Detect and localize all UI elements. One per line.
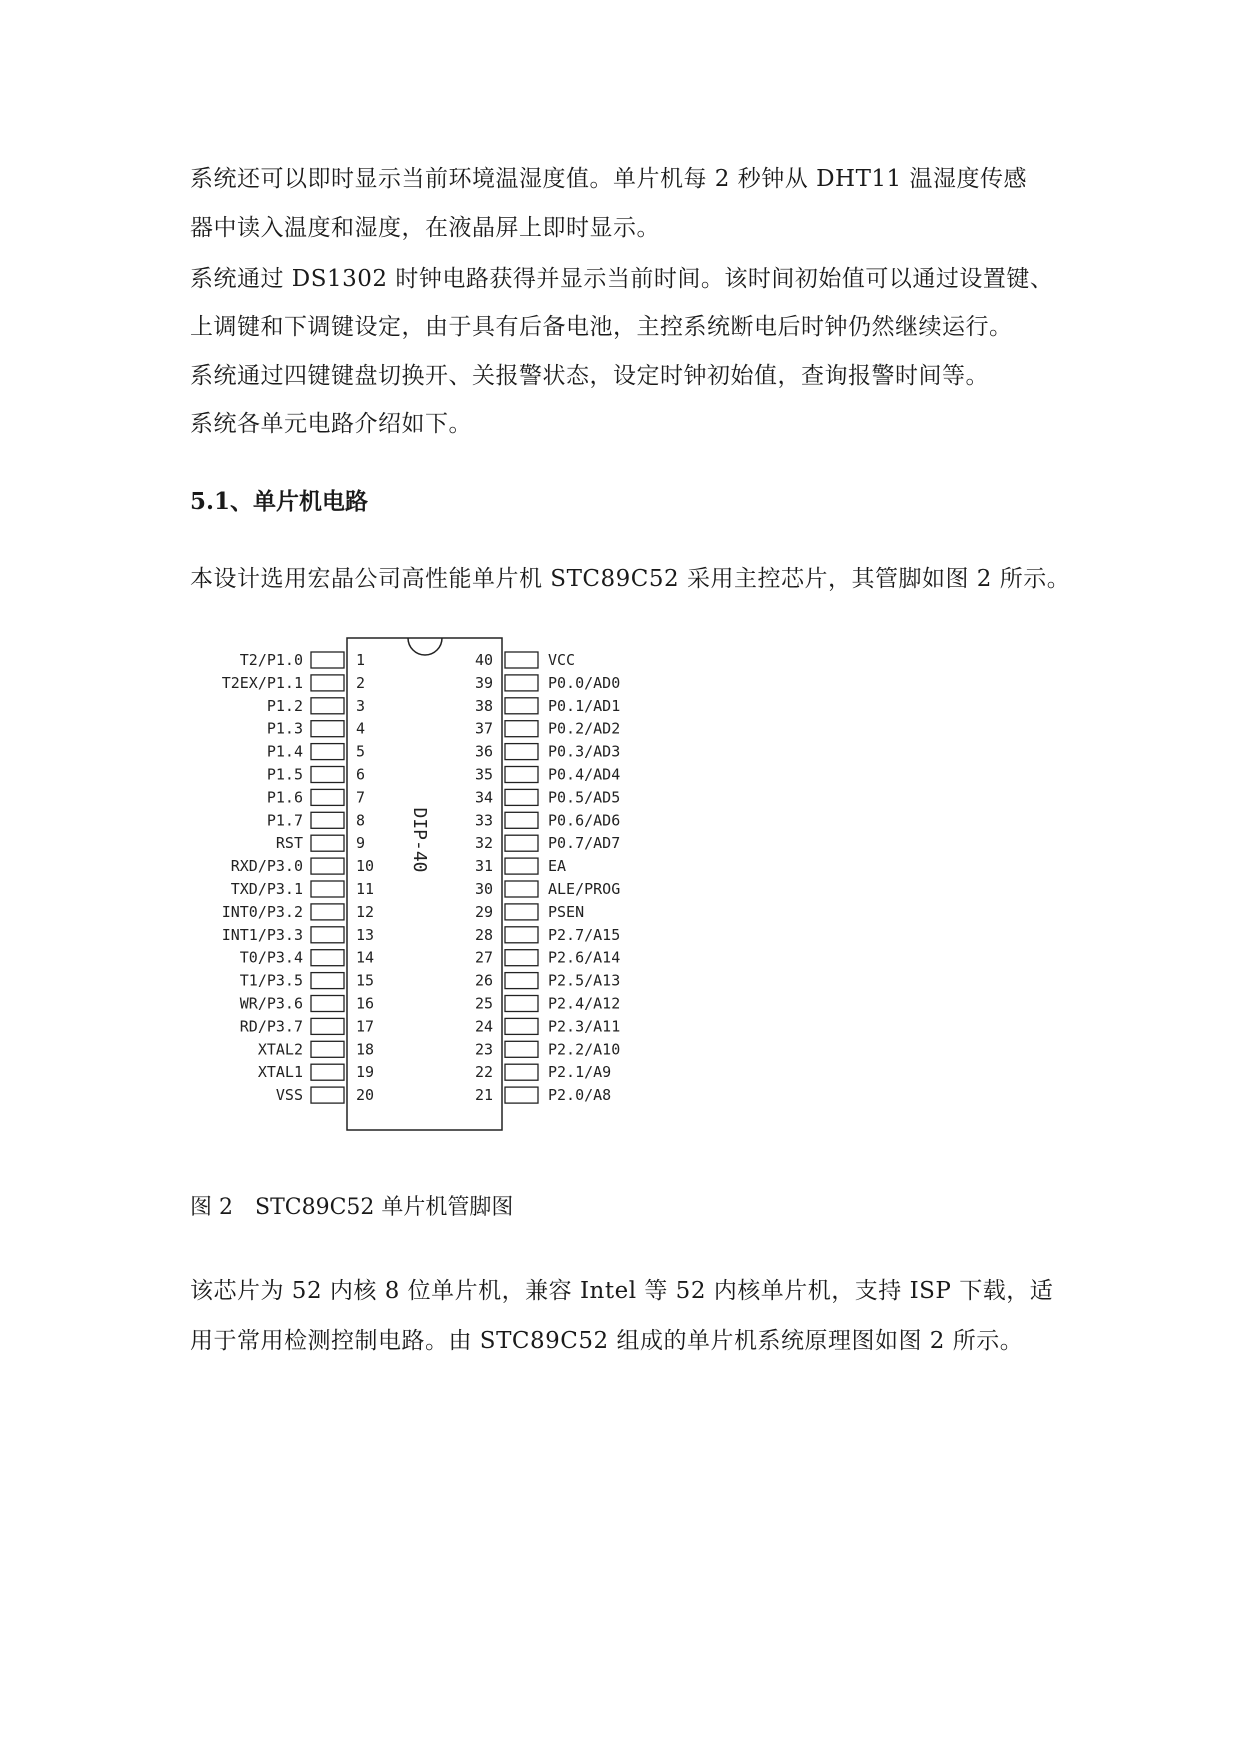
pin-box-right [505,927,538,943]
pin-box-right [505,721,538,737]
pin-box-left [311,927,344,943]
pin-box-left [311,698,344,714]
pin-label-right: P2.5/A13 [548,971,621,990]
pin-number-right: 30 [474,880,493,898]
paragraph-line-2: 器中读入温度和湿度，在液晶屏上即时显示。 [190,215,660,241]
pin-box-left [311,767,344,783]
pin-number-right: 35 [474,765,493,784]
caption-prefix: 图 2 [190,1195,233,1220]
paragraph-line-3: 系统通过 DS1302 时钟电路获得并显示当前时间。该时间初始值可以通过设置键、 [190,266,1054,292]
pin-box-right [505,767,538,783]
pin-label-left: WR/P3.6 [239,994,303,1013]
pin-box-left [311,881,344,897]
pin-number-right: 22 [474,1063,493,1082]
package-label: DIP-40 [409,807,430,873]
pin-label-right: P2.1/A9 [548,1063,612,1082]
pin-label-left: P1.2 [266,696,303,715]
pin-number-left: 10 [356,857,375,876]
pin-label-right: P0.3/AD3 [548,742,621,761]
figure-caption [190,1190,513,1221]
pin-number-left: 3 [356,696,366,715]
pin-box-right [505,1041,538,1057]
pin-label-left: P1.3 [266,719,303,738]
pin-label-right: P0.1/AD1 [548,696,621,715]
pin-box-right [505,789,538,805]
pin-label-right: P0.6/AD6 [548,811,621,830]
pin-number-left: 8 [356,811,366,830]
pin-box-right [505,996,538,1012]
pin-box-left [311,675,344,691]
pin-number-right: 39 [474,673,493,692]
pin-box-right [505,675,538,691]
section-heading: 5.1、单片机电路 [190,488,369,515]
pin-label-left: RXD/P3.0 [230,857,303,876]
paragraph-line-1: 系统还可以即时显示当前环境温湿度值。单片机每 2 秒钟从 DHT11 温湿度传感 [190,166,1027,192]
pin-number-right: 29 [474,902,493,921]
pin-box-left [311,858,344,874]
pin-number-right: 36 [474,742,493,761]
pin-label-right: P2.6/A14 [548,948,621,967]
pin-number-left: 14 [356,948,375,967]
pin-number-right: 24 [474,1017,493,1036]
pin-label-right: P2.3/A11 [548,1017,621,1036]
pin-box-right [505,858,538,874]
pin-number-right: 26 [474,971,493,990]
pin-label-right: P0.5/AD5 [548,788,621,807]
paragraph-line-4: 上调键和下调键设定，由于具有后备电池，主控系统断电后时钟仍然继续运行。 [190,314,1013,340]
pin-label-left: P1.6 [266,788,303,807]
pin-number-right: 33 [474,811,493,830]
chip-pinout-diagram [190,630,660,1140]
pin-label-left: T0/P3.4 [239,948,303,967]
pin-number-right: 32 [474,834,493,853]
pin-label-right: EA [548,857,567,876]
paragraph-bottom-1: 该芯片为 52 内核 8 位单片机，兼容 Intel 等 52 内核单片机，支持 ISP 下载，适 [190,1278,1054,1304]
paragraph-bottom-2: 用于常用检测控制电路。由 STC89C52 组成的单片机系统原理图如图 2 所示。 [190,1328,1024,1354]
pin-number-left: 4 [356,719,366,738]
pin-label-left: P1.4 [266,742,303,761]
pin-label-left: T2EX/P1.1 [221,673,303,692]
pin-number-left: 19 [356,1063,375,1082]
pin-label-left: XTAL1 [257,1063,303,1082]
pin-number-left: 13 [356,925,375,944]
pin-box-right [505,881,538,897]
pin-box-right [505,835,538,851]
pin-number-right: 23 [474,1040,493,1059]
pin-box-right [505,698,538,714]
pin-box-right [505,904,538,920]
pin-label-right: P0.0/AD0 [548,673,621,692]
pin-number-left: 17 [356,1017,375,1036]
pin-label-left: P1.5 [266,765,303,784]
pin-box-left [311,1064,344,1080]
pin-number-right: 34 [474,788,493,807]
pin-number-left: 15 [356,971,375,990]
pin-box-left [311,1041,344,1057]
pin-label-right: P2.2/A10 [548,1040,621,1059]
pin-label-right: VCC [548,651,576,669]
paragraph-line-6: 系统各单元电路介绍如下。 [190,411,472,437]
pin-number-left: 5 [356,742,366,761]
chip-notch [408,638,442,655]
pin-number-right: 25 [474,994,493,1013]
pin-box-right [505,950,538,966]
pin-label-left: VSS [275,1086,303,1105]
pin-box-left [311,950,344,966]
pin-box-left [311,812,344,828]
pin-label-right: ALE/PROG [548,880,621,898]
pin-number-right: 31 [474,857,493,876]
pin-label-left: P1.7 [266,811,303,830]
pin-box-right [505,1018,538,1034]
pin-number-left: 2 [356,673,366,692]
pin-box-left [311,996,344,1012]
pin-number-right: 37 [474,719,493,738]
pin-label-right: P0.2/AD2 [548,719,621,738]
paragraph-line-5: 系统通过四键键盘切换开、关报警状态，设定时钟初始值，查询报警时间等。 [190,363,989,389]
pin-box-right [505,1064,538,1080]
pin-label-right: P2.4/A12 [548,994,621,1013]
pin-label-right: P0.7/AD7 [548,834,621,853]
pin-label-left: TXD/P3.1 [230,880,303,898]
pin-label-left: RST [275,834,303,853]
pin-label-right: PSEN [548,902,585,921]
pin-box-left [311,904,344,920]
pin-label-left: T2/P1.0 [239,651,303,669]
pin-box-right [505,744,538,760]
pin-number-left: 9 [356,834,366,853]
pin-number-left: 18 [356,1040,375,1059]
pin-label-right: P2.0/A8 [548,1086,612,1105]
intro-paragraph: 本设计选用宏晶公司高性能单片机 STC89C52 采用主控芯片，其管脚如图 2 所示。 [190,566,1071,592]
pin-number-right: 40 [474,651,493,669]
pin-number-right: 27 [474,948,493,967]
pin-number-right: 28 [474,925,493,944]
pin-number-left: 12 [356,902,375,921]
pin-label-left: T1/P3.5 [239,971,303,990]
pin-box-right [505,1087,538,1103]
pin-number-left: 1 [356,651,366,669]
pin-number-left: 6 [356,765,366,784]
pin-number-left: 7 [356,788,366,807]
pin-label-left: RD/P3.7 [239,1017,303,1036]
pin-box-left [311,973,344,989]
pin-number-left: 11 [356,880,375,898]
caption-text: STC89C52 单片机管脚图 [255,1195,514,1220]
pin-box-left [311,652,344,668]
pin-box-left [311,789,344,805]
pin-number-right: 38 [474,696,493,715]
pin-box-left [311,744,344,760]
pin-number-right: 21 [474,1086,493,1105]
pin-box-left [311,1018,344,1034]
pin-box-left [311,835,344,851]
pin-box-left [311,1087,344,1103]
pin-box-right [505,973,538,989]
pin-label-left: INT0/P3.2 [221,902,303,921]
pin-label-left: INT1/P3.3 [221,925,303,944]
pin-label-right: P2.7/A15 [548,925,621,944]
pin-label-right: P0.4/AD4 [548,765,621,784]
pin-box-left [311,721,344,737]
pin-box-right [505,652,538,668]
pin-number-left: 16 [356,994,375,1013]
pin-number-left: 20 [356,1086,375,1105]
pin-box-right [505,812,538,828]
pin-label-left: XTAL2 [257,1040,303,1059]
